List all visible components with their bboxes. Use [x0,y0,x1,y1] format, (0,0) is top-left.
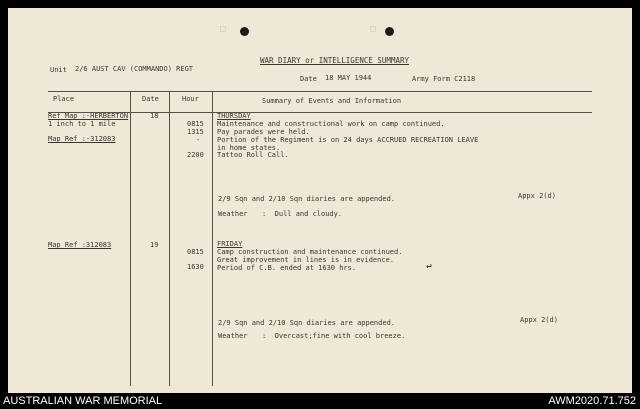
col-divider-place [130,92,131,386]
punch-hole-right [385,27,394,36]
entry-line: Great improvement in lines is in evidence. [217,256,395,264]
date-value: 18 MAY 1944 [325,74,372,82]
diary-title: WAR DIARY or INTELLIGENCE SUMMARY [260,56,410,65]
footer-accession: AWM2020.71.752 [548,395,636,407]
col-date: Date [142,95,159,103]
col-place: Place [53,95,75,103]
entry-place-line: Map Ref :312083 [48,241,112,249]
entry-weather: : Dull and cloudy. [262,210,343,218]
ink-tick-mark: ↵ [426,261,432,271]
entry-line: Maintenance and constructional work on camp continued. [217,120,445,128]
footer-institution: AUSTRALIAN WAR MEMORIAL [3,395,163,407]
entry-appended: 2/9 Sqn and 2/10 Sqn diaries are appended. [218,195,396,203]
entry-hour: 0815 [187,120,204,128]
date-label: Date [300,75,317,83]
entry-appx: Appx 2(d) [520,316,558,324]
diary-page [8,8,632,393]
entry-date: 18 [150,112,159,120]
stamp-right: □ [370,24,376,34]
entry-line: Period of C.B. ended at 1630 hrs. [217,264,357,272]
entry-line: Pay parades were held. [217,128,310,136]
entry-weather-label: Weather [218,210,248,218]
entry-date: 19 [150,241,159,249]
archive-footer [0,393,640,409]
stamp-left: □ [220,24,226,34]
col-hour: Hour [182,95,199,103]
entry-place-line: Map Ref :-312083 [48,135,116,143]
entry-day: THURSDAY [217,112,251,120]
entry-weather: : Overcast;fine with cool breeze. [262,332,406,340]
entry-line: in home states. [217,144,281,152]
entry-weather-label: Weather [218,332,248,340]
entry-day: FRIDAY [217,240,243,248]
entry-appx: Appx 2(d) [518,192,556,200]
entry-hour: 2200 [187,151,204,159]
army-form: Army Form C2118 [412,75,476,83]
entry-hour: - [196,136,201,144]
punch-hole-left [240,27,249,36]
unit-label: Unit [50,66,67,74]
entry-place-line: 1 inch to 1 mile [48,120,116,128]
entry-hour: 1630 [187,263,204,271]
unit-value: 2/6 AUST CAV (COMMANDO) REGT [75,65,194,73]
entry-hour: 1315 [187,128,204,136]
entry-place-line: Ref Map :-HERBERTON [48,112,129,120]
col-summary: Summary of Events and Information [262,97,402,105]
col-divider-date [169,92,170,386]
entry-appended: 2/9 Sqn and 2/10 Sqn diaries are appended. [218,319,396,327]
entry-line: Tattoo Roll Call. [217,151,289,159]
entry-line: Portion of the Regiment is on 24 days ACCRUED RECREATION LEAVE [217,136,479,144]
entry-line: Camp construction and maintenance continued. [217,248,403,256]
col-divider-hour [212,92,213,386]
entry-hour: 0815 [187,248,204,256]
